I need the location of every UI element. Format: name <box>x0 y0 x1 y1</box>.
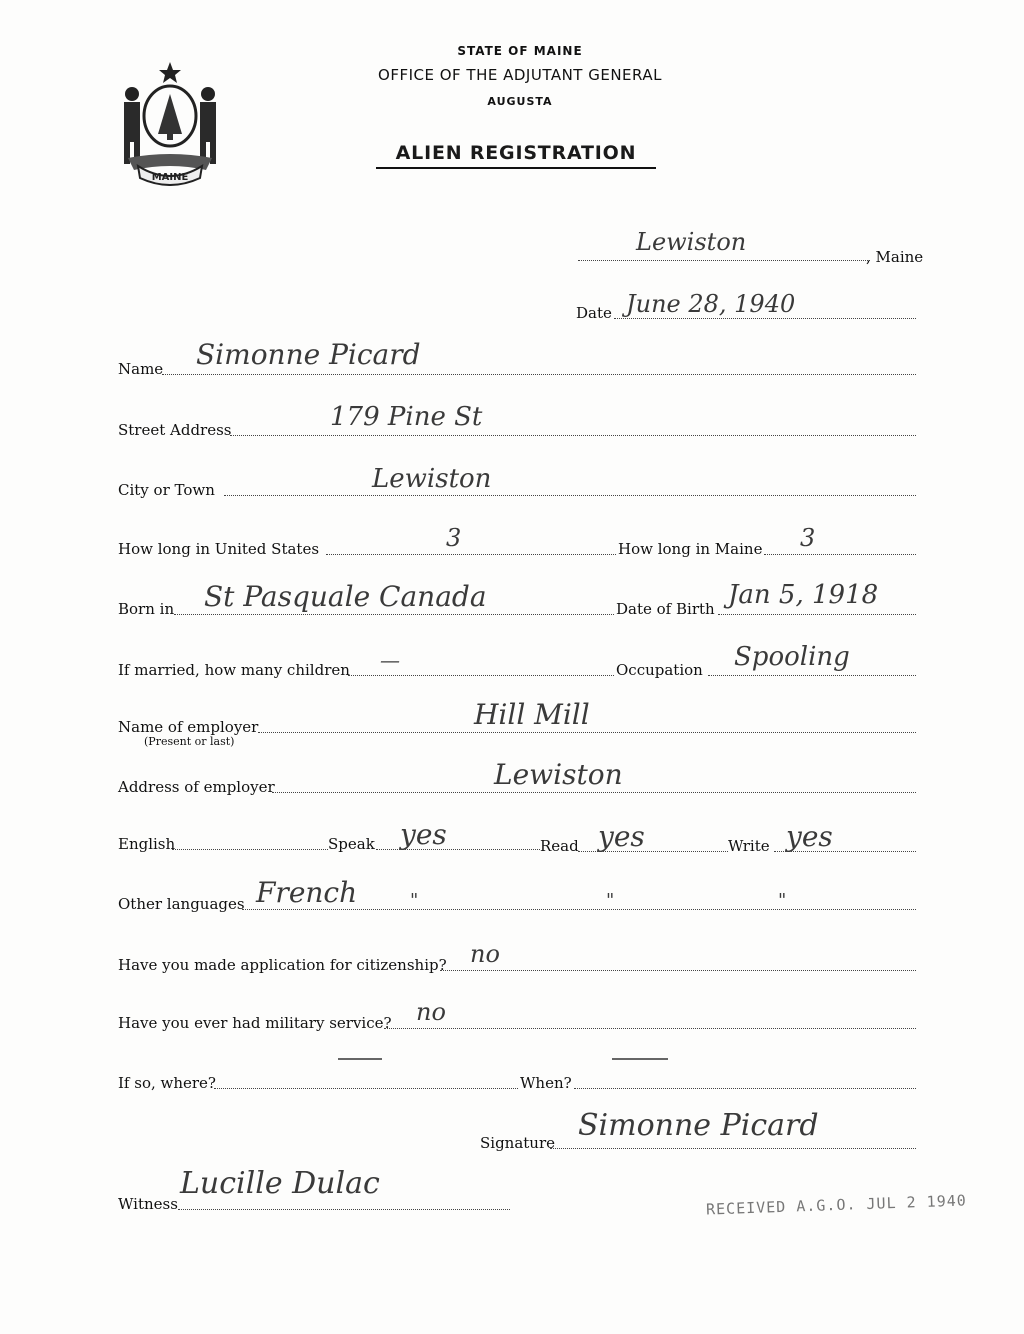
form-title: ALIEN REGISTRATION <box>376 142 656 169</box>
city-value: Lewiston <box>372 464 492 494</box>
seal-text: MAINE <box>151 172 189 183</box>
military-label: Have you ever had military service? <box>118 1014 392 1032</box>
children-value: — <box>380 648 400 672</box>
state-heading: STATE OF MAINE <box>457 44 583 58</box>
us-label: How long in United States <box>118 540 320 558</box>
street-value: 179 Pine St <box>330 402 483 432</box>
other-read-ditto: " <box>606 890 615 911</box>
witness-label: Witness <box>118 1195 178 1213</box>
where-dash <box>338 1058 382 1060</box>
other-languages-value: French <box>256 876 358 909</box>
read-label: Read <box>540 837 579 855</box>
employer-value: Hill Mill <box>474 698 590 731</box>
date-label: Date <box>576 304 612 322</box>
name-label: Name <box>118 360 164 378</box>
occupation-label: Occupation <box>616 661 703 679</box>
date-value: June 28, 1940 <box>626 290 796 318</box>
when-label: When? <box>520 1074 572 1092</box>
town-value: Lewiston <box>636 228 747 256</box>
received-stamp: RECEIVED A.G.O. JUL 2 1940 <box>705 1191 968 1219</box>
speak-value: yes <box>400 818 447 851</box>
occupation-value: Spooling <box>734 642 850 672</box>
other-speak-ditto: " <box>410 890 419 911</box>
other-write-ditto: " <box>778 890 787 911</box>
maine-label: How long in Maine <box>618 540 763 558</box>
witness-value: Lucille Dulac <box>180 1166 380 1201</box>
signature-label: Signature <box>480 1134 556 1152</box>
born-value: St Pasquale Canada <box>204 580 487 613</box>
us-value: 3 <box>446 524 462 552</box>
dob-label: Date of Birth <box>616 600 715 618</box>
born-label: Born in <box>118 600 175 618</box>
read-value: yes <box>598 820 645 853</box>
state-seal-icon <box>114 58 226 186</box>
military-value: no <box>416 998 446 1026</box>
citizenship-value: no <box>470 940 500 968</box>
city-label: City or Town <box>118 481 215 499</box>
speak-label: Speak <box>328 835 375 853</box>
employer-address-label: Address of employer <box>118 778 275 796</box>
write-label: Write <box>728 837 770 855</box>
children-label: If married, how many children <box>118 661 350 679</box>
employer-label: Name of employer <box>118 718 259 736</box>
other-languages-label: Other languages <box>118 895 245 913</box>
maine-value: 3 <box>800 524 816 552</box>
citizenship-label: Have you made application for citizenship? <box>118 956 447 974</box>
write-value: yes <box>786 820 833 853</box>
signature-value: Simonne Picard <box>578 1108 819 1143</box>
where-label: If so, where? <box>118 1074 216 1092</box>
name-value: Simonne Picard <box>196 338 421 371</box>
employer-sublabel: (Present or last) <box>144 735 235 748</box>
office-heading: OFFICE OF THE ADJUTANT GENERAL <box>378 66 662 84</box>
town-state-label: , Maine <box>866 248 924 266</box>
street-label: Street Address <box>118 421 232 439</box>
employer-address-value: Lewiston <box>494 758 623 791</box>
city-heading: AUGUSTA <box>487 95 553 108</box>
english-label: English <box>118 835 176 853</box>
dob-value: Jan 5, 1918 <box>728 580 879 610</box>
when-dash <box>612 1058 668 1060</box>
